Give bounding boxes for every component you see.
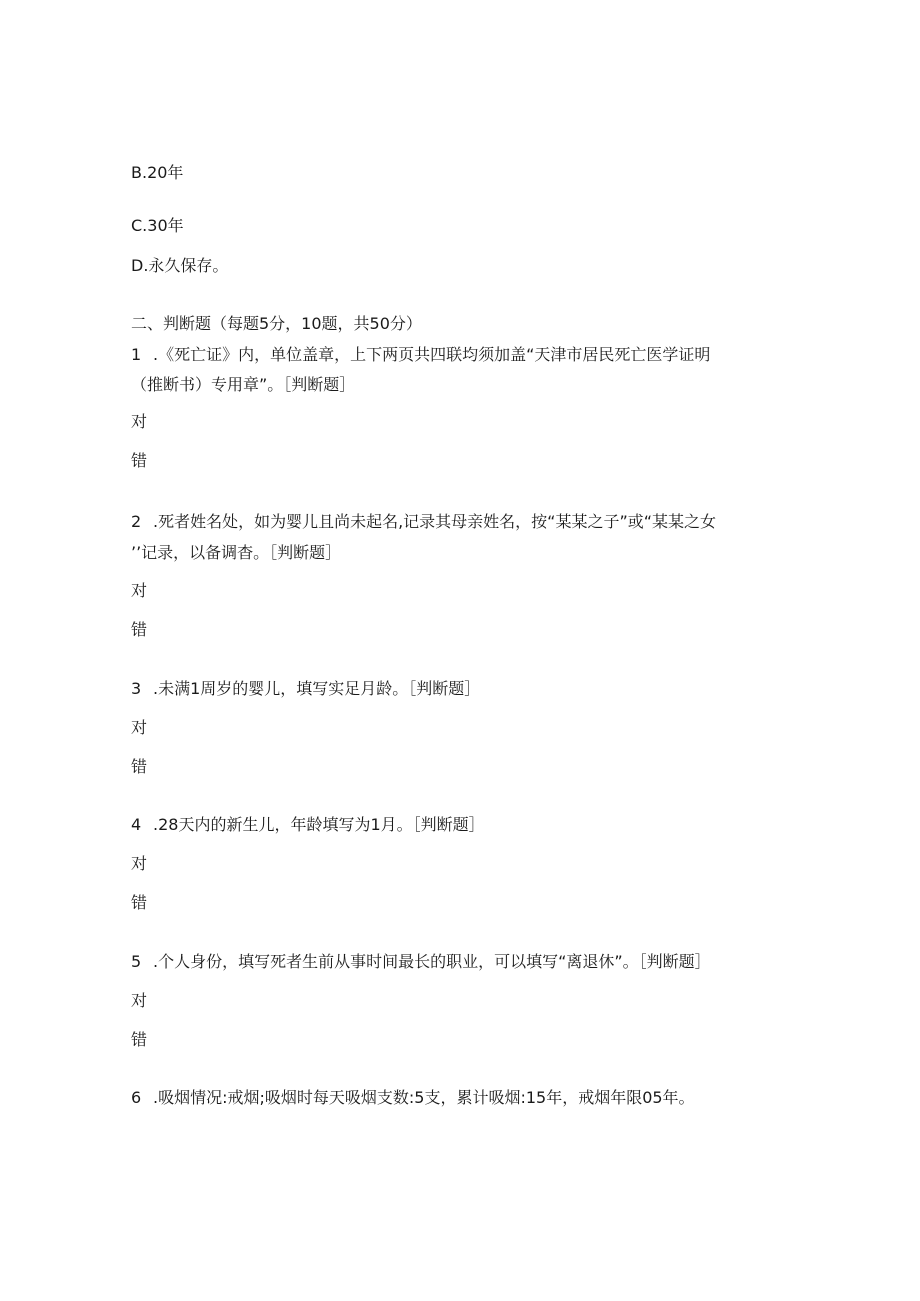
question-5 (131, 952, 711, 972)
question-1 (131, 345, 710, 365)
question-1-option-false[interactable]: 错 (131, 451, 148, 470)
question-3-option-true[interactable]: 对 (131, 718, 148, 737)
question-number: 3 (131, 679, 142, 698)
question-1-option-true[interactable]: 对 (131, 412, 148, 431)
question-4-option-false[interactable]: 错 (131, 893, 148, 912)
question-5-option-true[interactable]: 对 (131, 991, 148, 1010)
section-header: 二、判断题（每题5分，10题，共50分） (131, 314, 422, 333)
question-3 (131, 679, 480, 699)
question-6 (131, 1088, 695, 1108)
question-4-option-true[interactable]: 对 (131, 854, 148, 873)
question-number: 1 (131, 345, 142, 364)
question-2-continuation: ’’记录，以备调杳。［判断题］ (131, 543, 342, 562)
question-5-option-false[interactable]: 错 (131, 1030, 148, 1049)
question-text: .28天内的新生儿，年龄填写为1月。［判断题］ (153, 815, 485, 834)
option-b: B.20年 (131, 163, 184, 182)
question-text: .未满1周岁的婴儿，填写实足月龄。［判断题］ (153, 679, 481, 698)
question-2 (131, 512, 716, 532)
question-2-option-false[interactable]: 错 (131, 620, 148, 639)
question-4 (131, 815, 485, 835)
question-number: 4 (131, 815, 142, 834)
question-text: .个人身份，填写死者生前从事时间最长的职业，可以填写“离退休”。［判断题］ (153, 952, 711, 971)
question-2-option-true[interactable]: 对 (131, 581, 148, 600)
question-number: 5 (131, 952, 142, 971)
question-text: .死者姓名处，如为婴儿且尚未起名,记录其母亲姓名，按“某某之子”或“某某之女 (153, 512, 717, 531)
question-number: 2 (131, 512, 142, 531)
question-text: .吸烟情况:戒烟;吸烟时每天吸烟支数:5支，累计吸烟:15年，戒烟年限05年。 (153, 1088, 695, 1107)
question-3-option-false[interactable]: 错 (131, 757, 148, 776)
question-number: 6 (131, 1088, 142, 1107)
question-1-continuation: （推断书）专用章”。［判断题］ (131, 375, 356, 394)
question-text: .《死亡证》内，单位盖章，上下两页共四联均须加盖“天津市居民死亡医学证明 (153, 345, 711, 364)
option-c: C.30年 (131, 216, 184, 235)
option-d: D.永久保存。 (131, 256, 229, 275)
